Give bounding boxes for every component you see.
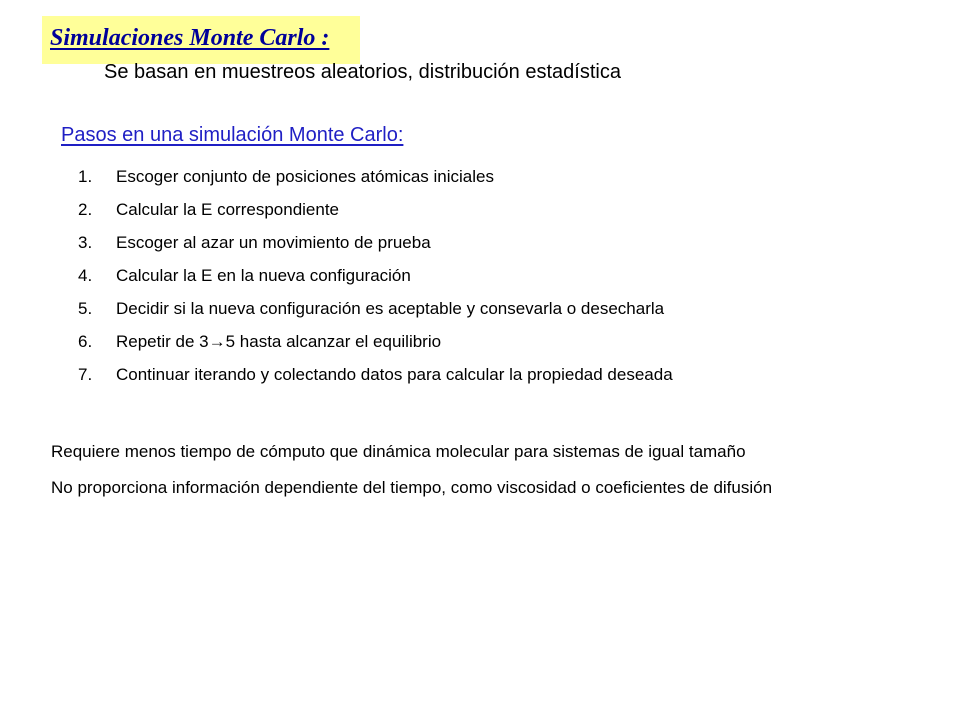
step-item bbox=[78, 361, 673, 394]
note-compute-time: Requiere menos tiempo de cómputo que dinámica molecular para sistemas de igual tamaño bbox=[51, 442, 746, 461]
step-number: 7. bbox=[78, 365, 93, 384]
step-item bbox=[78, 196, 673, 229]
subtitle: Se basan en muestreos aleatorios, distribución estadística bbox=[104, 61, 621, 83]
step-number: 3. bbox=[78, 233, 93, 252]
step-text: Continuar iterando y colectando datos para calcular la propiedad deseada bbox=[116, 365, 673, 384]
step-item bbox=[78, 229, 673, 262]
step-text: Repetir de 3→5 hasta alcanzar el equilibrio bbox=[116, 332, 442, 351]
note-time-dependence: No proporciona información dependiente del tiempo, como viscosidad o coeficientes de difusión bbox=[51, 478, 773, 497]
steps-list bbox=[78, 163, 673, 394]
step-text: Calcular la E correspondiente bbox=[116, 200, 340, 219]
title-box bbox=[42, 16, 360, 64]
step-text: Escoger al azar un movimiento de prueba bbox=[116, 233, 431, 252]
step-number: 5. bbox=[78, 299, 93, 318]
slide-title: Simulaciones Monte Carlo : bbox=[50, 25, 330, 51]
step-item bbox=[78, 328, 673, 361]
step-number: 4. bbox=[78, 266, 93, 285]
step-item bbox=[78, 295, 673, 328]
step-text: Escoger conjunto de posiciones atómicas iniciales bbox=[116, 167, 494, 186]
step-item bbox=[78, 163, 673, 196]
step-number: 2. bbox=[78, 200, 93, 219]
steps-heading: Pasos en una simulación Monte Carlo: bbox=[61, 124, 404, 146]
step-item bbox=[78, 262, 673, 295]
step-text: Calcular la E en la nueva configuración bbox=[116, 266, 411, 285]
step-text: Decidir si la nueva configuración es aceptable y consevarla o desecharla bbox=[116, 299, 665, 318]
step-number: 6. bbox=[78, 332, 93, 351]
step-number: 1. bbox=[78, 167, 93, 186]
